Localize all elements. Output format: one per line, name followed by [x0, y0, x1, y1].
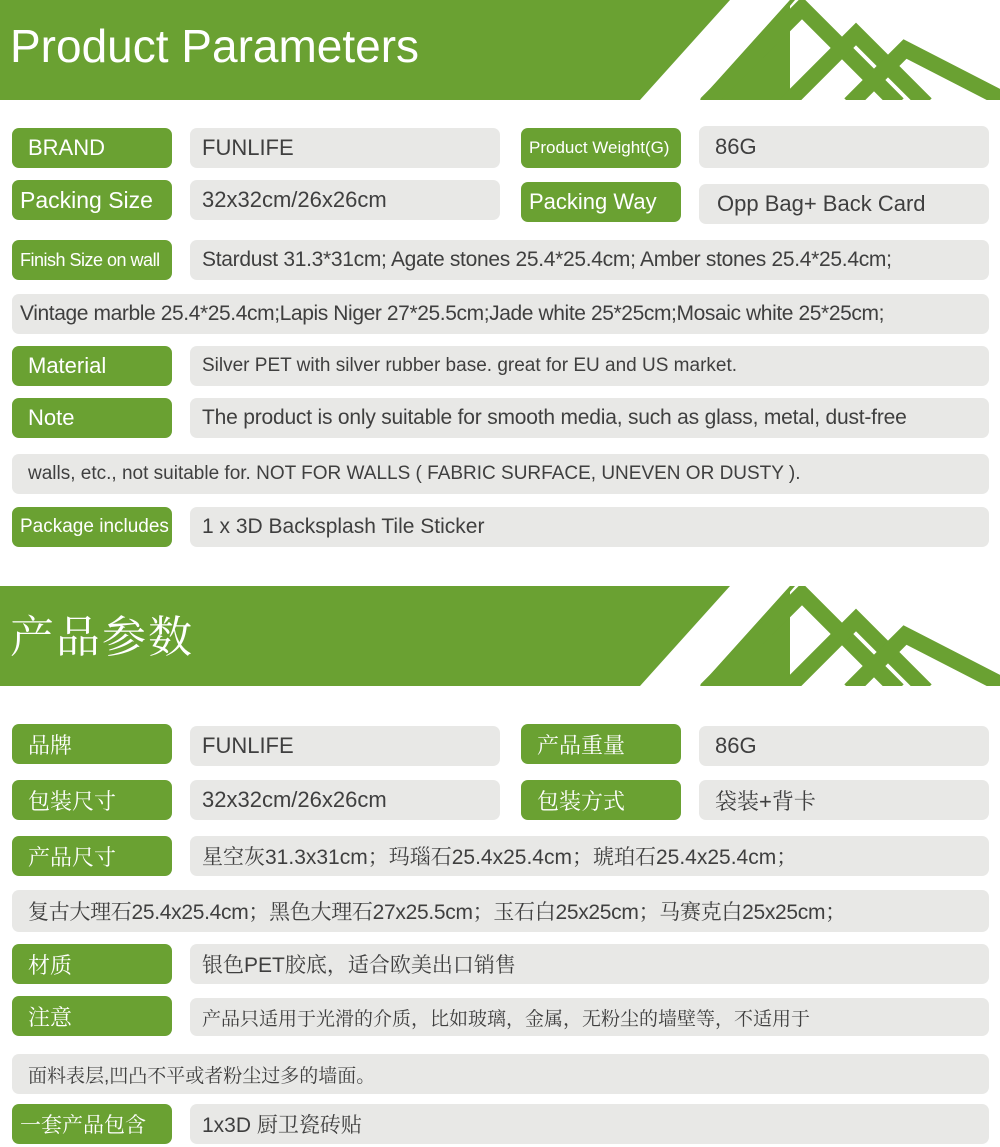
brand-label: BRAND [12, 128, 172, 168]
material-value: Silver PET with silver rubber base. great for EU and US market. [190, 346, 989, 386]
packing-size-value: 32x32cm/26x26cm [190, 180, 500, 220]
section-title-chinese: 产品参数 [10, 613, 194, 662]
finish-size-line1-cn: 星空灰31.3x31cm；玛瑙石25.4x25.4cm；琥珀石25.4x25.4cm； [190, 836, 989, 876]
section-title-english: Product Parameters [10, 20, 420, 72]
brand-label-cn: 品牌 [12, 724, 172, 764]
brand-value: FUNLIFE [190, 128, 500, 168]
material-label-cn: 材质 [12, 944, 172, 984]
note-label: Note [12, 398, 172, 438]
package-includes-label: Package includes [12, 507, 172, 547]
product-weight-label: Product Weight(G) [521, 128, 681, 168]
package-includes-value-cn: 1x3D 厨卫瓷砖贴 [190, 1104, 989, 1144]
packing-way-value-cn: 袋装+背卡 [699, 780, 989, 820]
note-label-cn: 注意 [12, 996, 172, 1036]
material-label: Material [12, 346, 172, 386]
chinese-header-banner [0, 586, 1000, 686]
package-includes-value: 1 x 3D Backsplash Tile Sticker [190, 507, 989, 547]
note-line1-cn: 产品只适用于光滑的介质，比如玻璃，金属，无粉尘的墙壁等，不适用于 [190, 998, 989, 1036]
finish-size-line2: Vintage marble 25.4*25.4cm;Lapis Niger 27*25.5cm;Jade white 25*25cm;Mosaic white 25*25cm; [12, 294, 989, 334]
packing-size-value-cn: 32x32cm/26x26cm [190, 780, 500, 820]
packing-way-label-cn: 包装方式 [521, 780, 681, 820]
packing-size-label-cn: 包装尺寸 [12, 780, 172, 820]
material-value-cn: 银色PET胶底，适合欧美出口销售 [190, 944, 989, 984]
product-weight-value-cn: 86G [699, 726, 989, 766]
finish-size-line2-cn: 复古大理石25.4x25.4cm；黑色大理石27x25.5cm；玉石白25x25cm；马赛克白25x25cm； [12, 890, 989, 932]
note-line2: walls, etc., not suitable for. NOT FOR WALLS ( FABRIC SURFACE, UNEVEN OR DUSTY ). [12, 454, 989, 494]
product-weight-label-cn: 产品重量 [521, 724, 681, 764]
package-includes-label-cn: 一套产品包含 [12, 1104, 172, 1144]
packing-way-value: Opp Bag+ Back Card [699, 184, 989, 224]
finish-size-label: Finish Size on wall [12, 240, 172, 280]
brand-value-cn: FUNLIFE [190, 726, 500, 766]
packing-way-label: Packing Way [521, 182, 681, 222]
finish-size-line1: Stardust 31.3*31cm; Agate stones 25.4*25.4cm; Amber stones 25.4*25.4cm; [190, 240, 989, 280]
note-line2-cn: 面料表层,凹凸不平或者粉尘过多的墙面。 [12, 1054, 989, 1094]
packing-size-label: Packing Size [12, 180, 172, 220]
product-weight-value: 86G [699, 126, 989, 168]
finish-size-label-cn: 产品尺寸 [12, 836, 172, 876]
english-header-banner [0, 0, 1000, 100]
note-line1: The product is only suitable for smooth media, such as glass, metal, dust-free [190, 398, 989, 438]
